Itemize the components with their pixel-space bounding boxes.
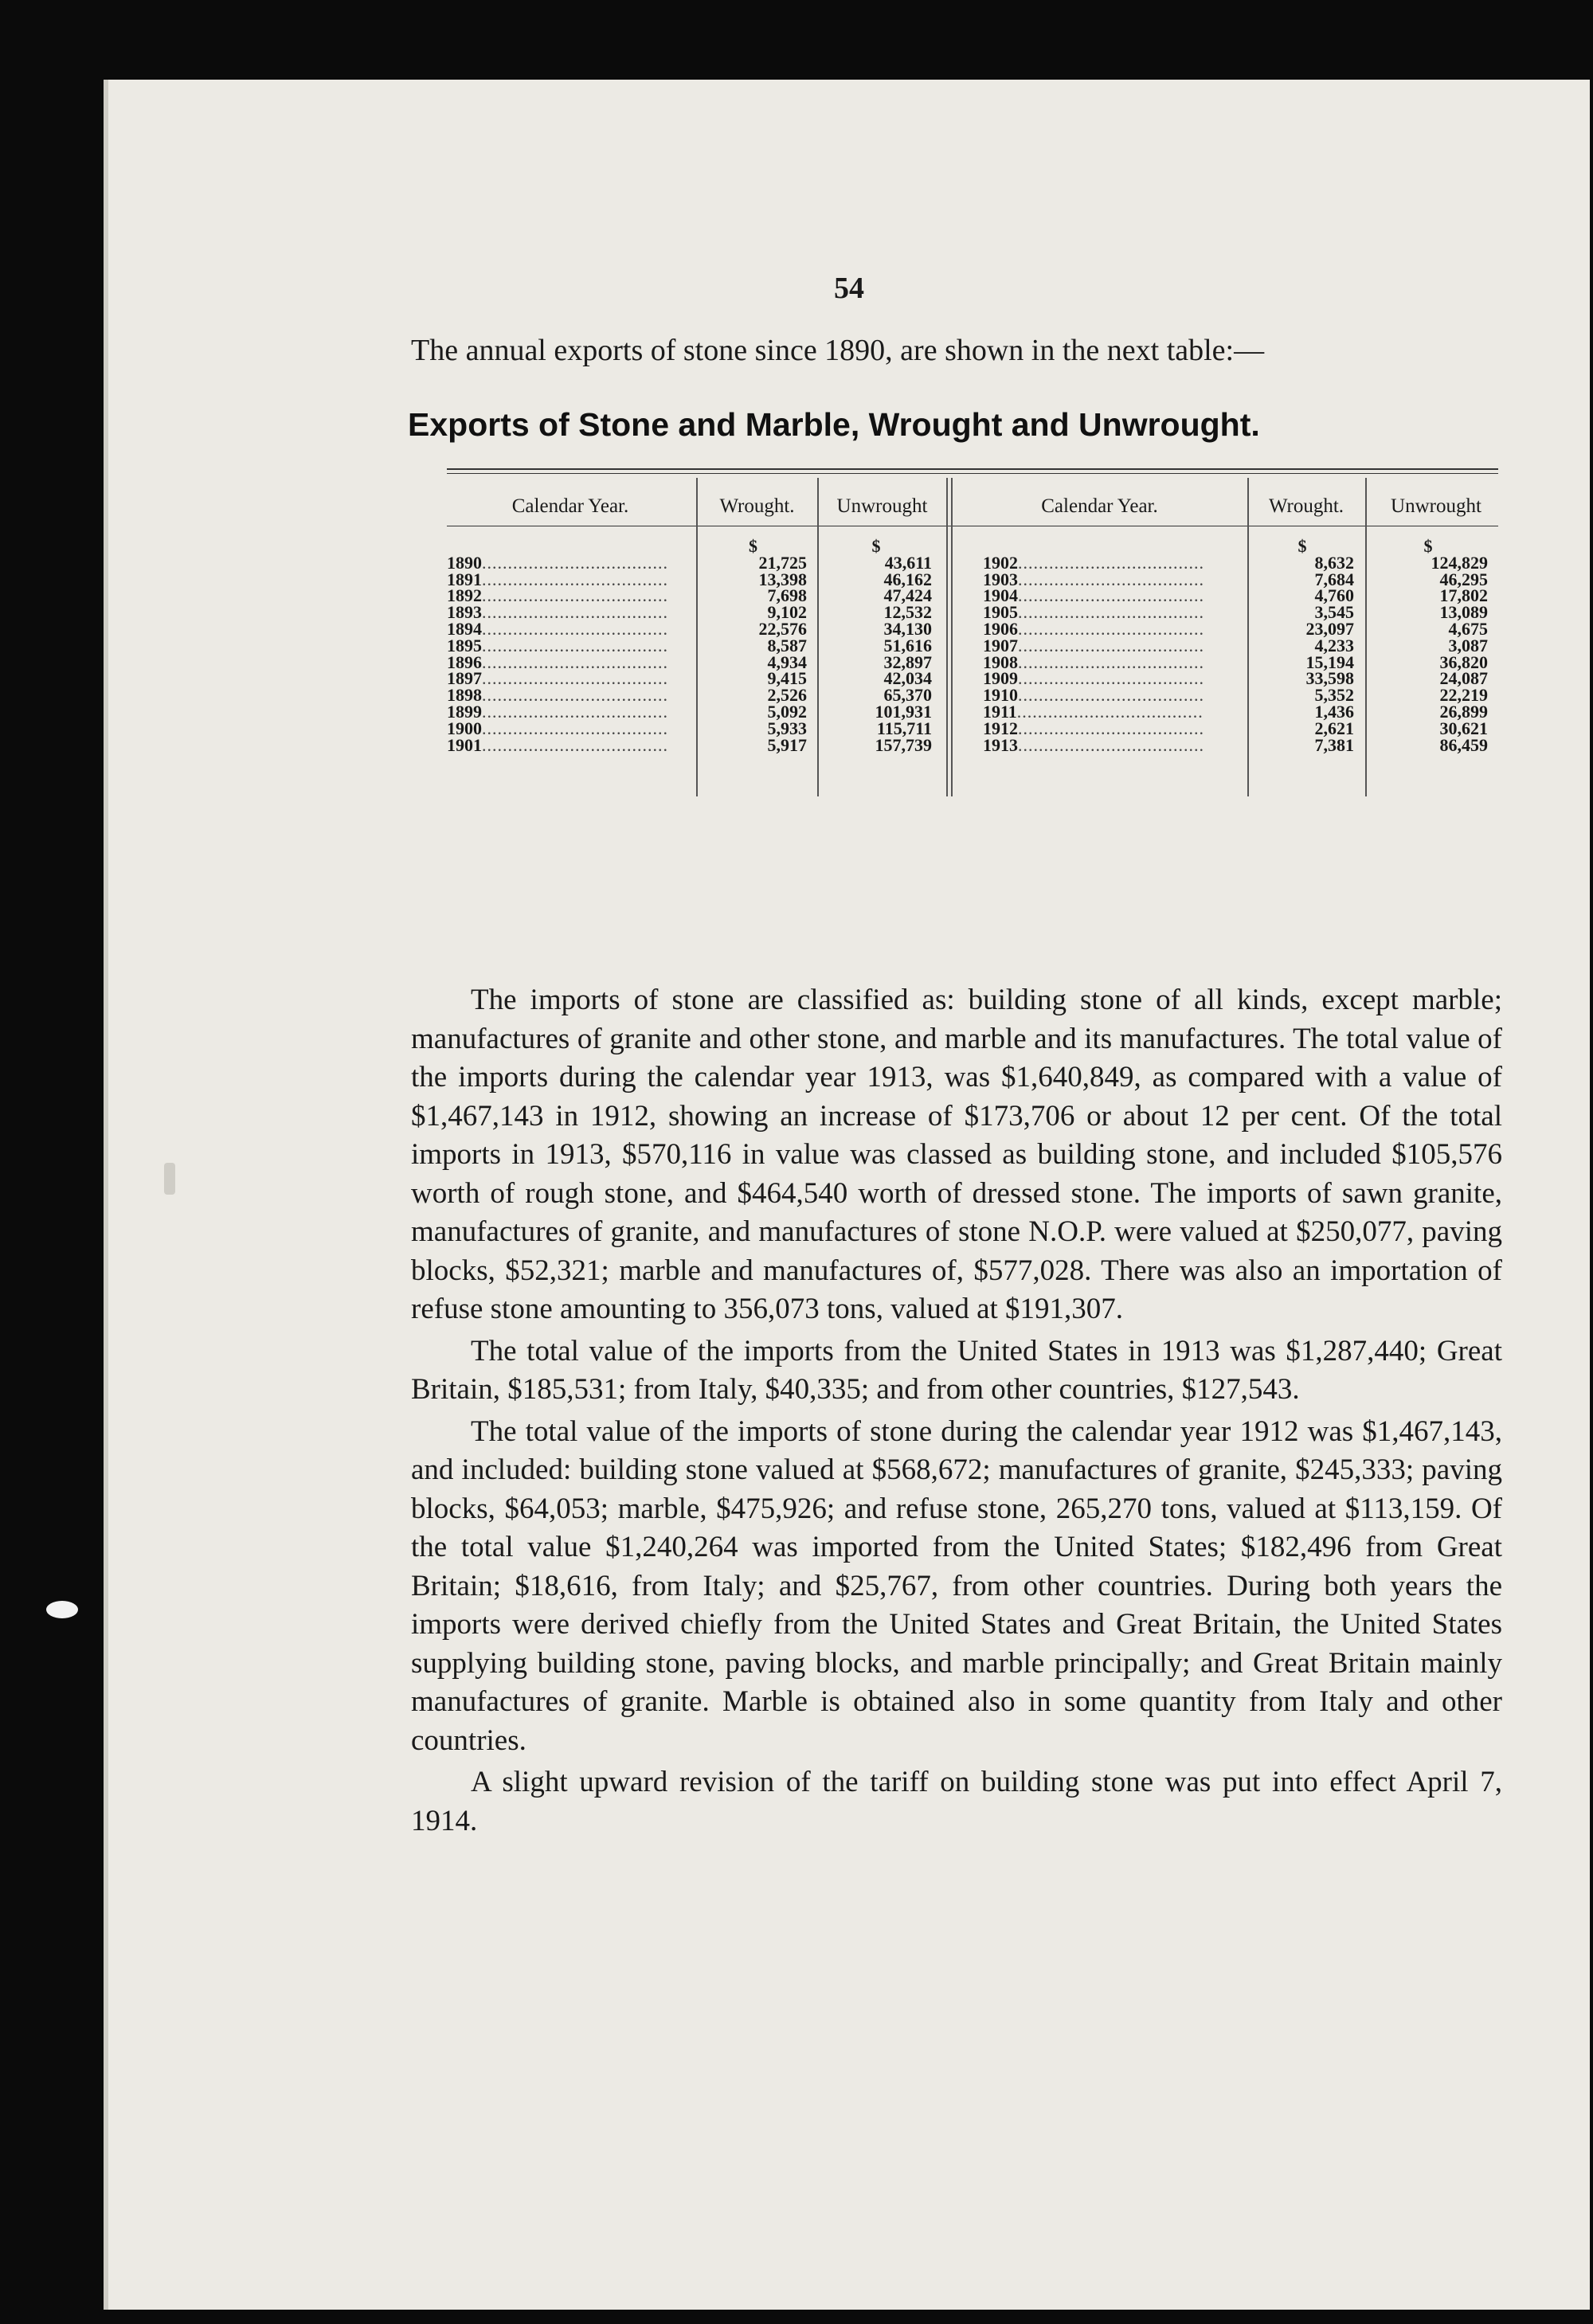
wrought-cell: 9,102 — [767, 602, 807, 623]
table-divider — [1365, 478, 1367, 796]
paragraph: The total value of the imports of stone during the calendar year 1912 was $1,467,143, and included: building stone valued at $568,672; manufactures of granite, $245,333; paving blocks, $64,053; marble, $475,926; and refuse stone, 265,270 tons, valued at $113,159. Of the total value $1,240,264 was imported from the United States; $182,496 from Great Britain; $18,616, from Italy; and $25,767, from other countries. During both years the imports were derived chiefly from the United States and Great Britain, the United States supplying building stone, paving blocks, and marble principally; and Great Britain mainly manufactures of granite. Marble is obtained also in some quantity from Italy and other countries. — [411, 1414, 1502, 1757]
year-cell: 1895 ..... — [447, 638, 694, 655]
unwrought-cell: 32,897 — [883, 651, 932, 672]
unwrought-cell: 26,899 — [1439, 701, 1488, 722]
unwrought-cell: 47,424 — [883, 585, 932, 606]
wrought-cell: 22,576 — [758, 618, 807, 639]
unwrought-cell: 65,370 — [883, 685, 932, 706]
wrought-cell: 7,381 — [1314, 734, 1354, 755]
currency-symbol: $ — [1423, 536, 1433, 556]
year-cell: 1903 ..... — [983, 572, 1246, 589]
year-cell: 1909 ..... — [983, 671, 1246, 687]
year-cell: 1906 ..... — [983, 621, 1246, 638]
year-cell: 1890 ..... — [447, 555, 694, 572]
wrought-cell: 2,526 — [767, 685, 807, 706]
unwrought-cell: 30,621 — [1439, 718, 1488, 738]
year-cell: 1902 ..... — [983, 555, 1246, 572]
unwrought-cell: 12,532 — [883, 602, 932, 623]
header-calendar-year-right: Calendar Year. — [1041, 495, 1158, 517]
scan-artifact — [46, 1601, 78, 1618]
unwrought-cell: 46,295 — [1439, 569, 1488, 589]
unwrought-cell: 157,739 — [875, 734, 932, 755]
wrought-cell: 5,352 — [1314, 685, 1354, 706]
header-wrought-right: Wrought. — [1268, 495, 1344, 517]
wrought-cell: 8,632 — [1314, 552, 1354, 573]
table-divider — [696, 478, 698, 796]
year-cell: 1913 ..... — [983, 737, 1246, 754]
year-cell: 1897 ..... — [447, 671, 694, 687]
wrought-cell: 5,933 — [767, 718, 807, 738]
left-wrought-column — [699, 538, 807, 753]
unwrought-cell: 3,087 — [1448, 635, 1488, 655]
year-cell: 1894 ..... — [447, 621, 694, 638]
year-cell: 1900 ..... — [447, 721, 694, 737]
wrought-cell: 4,760 — [1314, 585, 1354, 606]
table-divider — [817, 478, 819, 796]
unwrought-cell: 51,616 — [883, 635, 932, 655]
year-cell: 1899 ..... — [447, 704, 694, 721]
unwrought-cell: 86,459 — [1439, 734, 1488, 755]
header-wrought-left: Wrought. — [719, 495, 795, 517]
wrought-cell: 9,415 — [767, 668, 807, 689]
wrought-cell: 21,725 — [758, 552, 807, 573]
year-cell: 1892 ..... — [447, 588, 694, 604]
unwrought-cell: 13,089 — [1439, 602, 1488, 623]
year-cell: 1904 ..... — [983, 588, 1246, 604]
left-year-column — [447, 538, 694, 753]
year-cell: 1912 ..... — [983, 721, 1246, 737]
year-cell: 1905 ..... — [983, 604, 1246, 621]
wrought-cell: 4,934 — [767, 651, 807, 672]
page-number: 54 — [834, 272, 864, 305]
paragraph: The total value of the imports from the United States in 1913 was $1,287,440; Great Britain, $185,531; from Italy, $40,335; and from other countries, $127,543. — [411, 1334, 1502, 1406]
unwrought-cell: 22,219 — [1439, 685, 1488, 706]
right-wrought-column — [1251, 538, 1354, 753]
year-cell: 1908 ..... — [983, 655, 1246, 671]
unwrought-cell: 17,802 — [1439, 585, 1488, 606]
paragraph: A slight upward revision of the tariff on building stone was put into effect April 7, 1914. — [411, 1766, 1502, 1837]
wrought-cell: 3,545 — [1314, 602, 1354, 623]
year-cell: 1911 ..... — [983, 704, 1246, 721]
unwrought-cell: 36,820 — [1439, 651, 1488, 672]
unwrought-cell: 101,931 — [875, 701, 932, 722]
header-unwrought-right: Unwrought — [1391, 495, 1481, 517]
unwrought-cell: 46,162 — [883, 569, 932, 589]
table-divider — [951, 478, 953, 796]
intro-sentence: The annual exports of stone since 1890, are shown in the next table:— — [411, 334, 1265, 367]
unwrought-cell: 34,130 — [883, 618, 932, 639]
unwrought-cell: 115,711 — [876, 718, 932, 738]
right-year-column — [983, 538, 1246, 753]
header-calendar-year-left: Calendar Year. — [511, 495, 629, 517]
wrought-cell: 8,587 — [767, 635, 807, 655]
year-cell: 1893 ..... — [447, 604, 694, 621]
wrought-cell: 5,917 — [767, 734, 807, 755]
document-page — [104, 80, 1590, 2310]
wrought-cell: 7,698 — [767, 585, 807, 606]
wrought-cell: 5,092 — [767, 701, 807, 722]
wrought-cell: 15,194 — [1305, 651, 1354, 672]
currency-symbol: $ — [871, 536, 881, 556]
currency-symbol: $ — [749, 536, 757, 556]
header-unwrought-left: Unwrought — [836, 495, 928, 517]
body-text — [411, 981, 1502, 1844]
unwrought-cell: 24,087 — [1439, 668, 1488, 689]
year-cell: 1901 ..... — [447, 737, 694, 754]
unwrought-cell: 124,829 — [1431, 552, 1488, 573]
right-unwrought-column — [1368, 538, 1488, 753]
wrought-cell: 23,097 — [1305, 618, 1354, 639]
table-top-rule-thin — [447, 473, 1498, 474]
year-cell: 1896 ..... — [447, 655, 694, 671]
year-cell: 1910 ..... — [983, 687, 1246, 704]
wrought-cell: 4,233 — [1314, 635, 1354, 655]
paragraph: The imports of stone are classified as: building stone of all kinds, except marble; manufactures of granite and other stone, and marble and its manufactures. The total value of the imports during the calendar year 1913, was $1,640,849, as compared with a value of $1,467,143 in 1912, showing an increase of $173,706 or about 12 per cent. Of the total imports in 1913, $570,116 in value was classed as building stone, and included $105,576 worth of rough stone, and $464,540 worth of dressed stone. The imports of sawn granite, manufactures of granite, and manufactures of stone N.O.P. were valued at $250,077, paving blocks, $52,321; marble and manufactures of, $577,028. There was also an importation of refuse stone amounting to 356,073 tons, valued at $191,307. — [411, 984, 1502, 1325]
unwrought-cell: 42,034 — [883, 668, 932, 689]
left-unwrought-column — [820, 538, 932, 753]
table-divider — [946, 478, 948, 796]
year-cell: 1907 ..... — [983, 638, 1246, 655]
exports-table — [339, 467, 1506, 857]
table-title: Exports of Stone and Marble, Wrought and Unwrought. — [408, 406, 1260, 443]
wrought-cell: 2,621 — [1314, 718, 1354, 738]
scan-edge-mark — [164, 1163, 175, 1195]
wrought-cell: 7,684 — [1314, 569, 1354, 589]
wrought-cell: 13,398 — [758, 569, 807, 589]
unwrought-cell: 43,611 — [884, 552, 932, 573]
table-divider — [1247, 478, 1249, 796]
unwrought-cell: 4,675 — [1448, 618, 1488, 639]
wrought-cell: 33,598 — [1305, 668, 1354, 689]
wrought-cell: 1,436 — [1314, 701, 1354, 722]
currency-symbol: $ — [1297, 536, 1307, 556]
year-cell: 1898 ..... — [447, 687, 694, 704]
table-top-rule — [447, 468, 1498, 470]
year-cell: 1891 ..... — [447, 572, 694, 589]
